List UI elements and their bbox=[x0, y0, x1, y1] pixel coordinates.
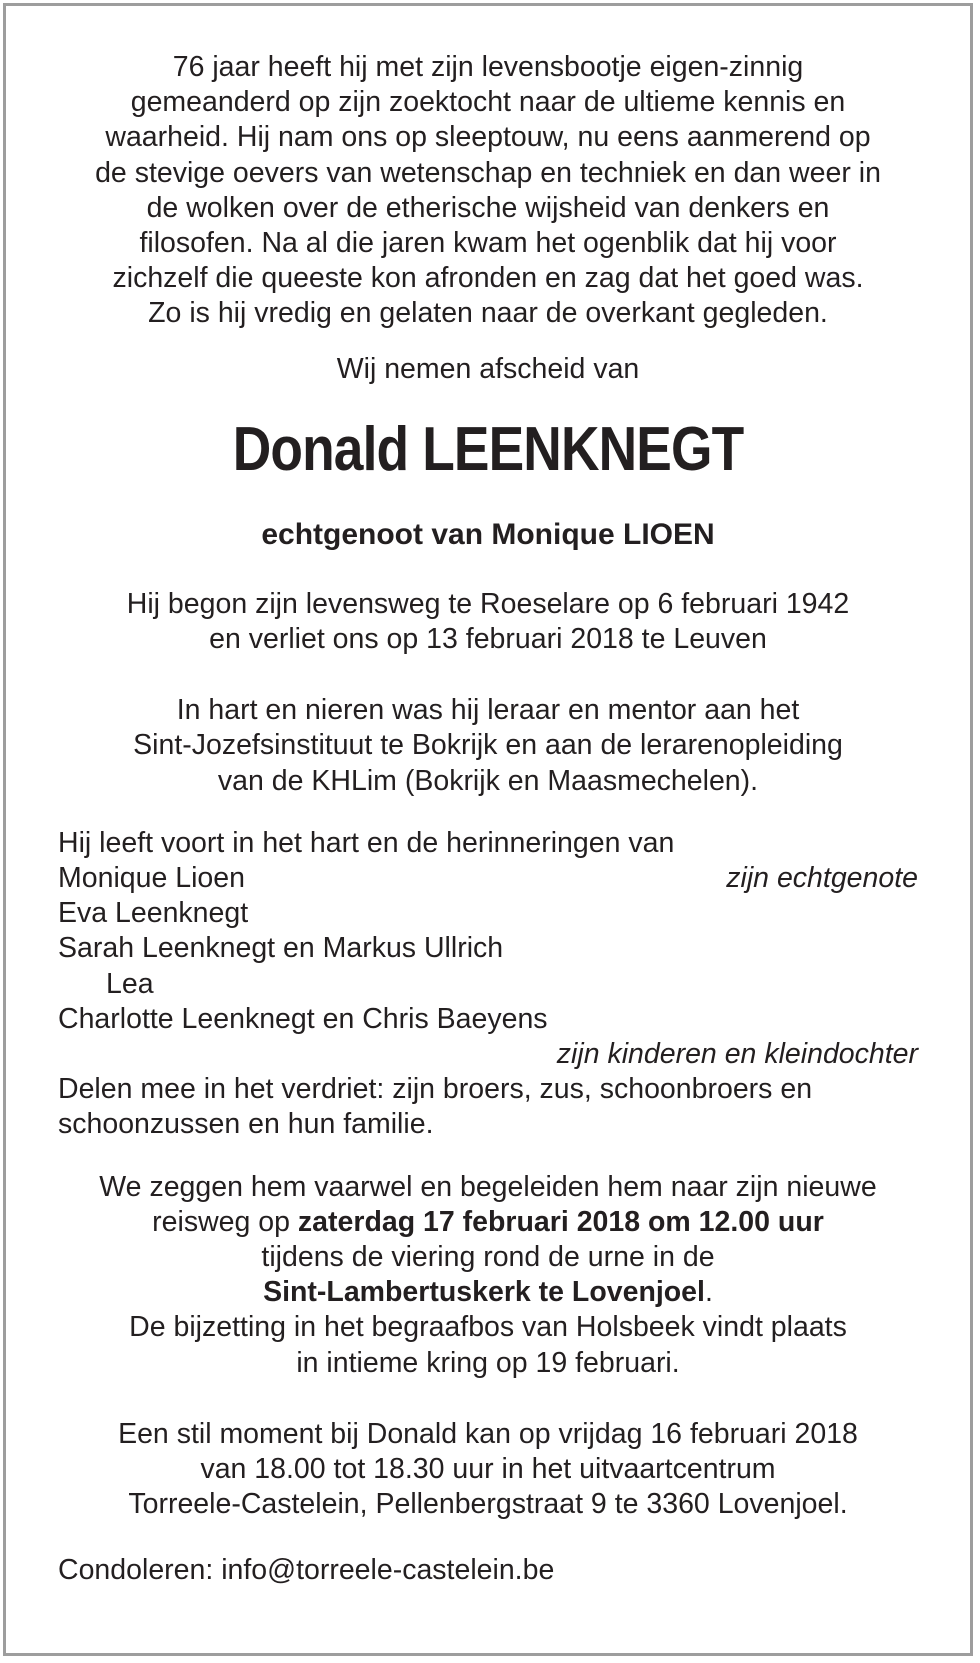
life-line: en verliet ons op 13 februari 2018 te Leuven bbox=[209, 623, 767, 656]
relative-child: Sarah Leenknegt en Markus Ullrich bbox=[58, 932, 504, 965]
spouse-line: echtgenoot van Monique LIOEN bbox=[261, 517, 715, 551]
visit-paragraph bbox=[58, 1417, 918, 1523]
deceased-name: Donald LEENKNEGT bbox=[232, 414, 744, 484]
relatives-heading: Hij leeft voort in het hart en de herinneringen van bbox=[58, 826, 675, 859]
intro-line: 76 jaar heeft hij met zijn levensbootje eigen-zinnig bbox=[172, 51, 804, 83]
visit-line: Een stil moment bij Donald kan op vrijdag 16 februari 2018 bbox=[118, 1417, 858, 1450]
ceremony-paragraph bbox=[58, 1170, 918, 1381]
life-line: Hij begon zijn levensweg te Roeselare op 6 februari 1942 bbox=[126, 587, 850, 620]
relative-grandchild: Lea bbox=[106, 967, 154, 1000]
shared-grief: Delen mee in het verdriet: zijn broers, zus, schoonbroers en bbox=[58, 1073, 813, 1106]
career-line: In hart en nieren was hij leraar en mentor aan het bbox=[176, 694, 800, 727]
relative-spouse bbox=[58, 861, 918, 896]
relative-child: Charlotte Leenknegt en Chris Baeyens bbox=[58, 1002, 548, 1035]
spouse-name: Monique Lioen bbox=[58, 862, 245, 895]
intro-paragraph bbox=[58, 50, 918, 332]
visit-line: van 18.00 tot 18.30 uur in het uitvaartcentrum bbox=[200, 1453, 776, 1486]
farewell-line: Wij nemen afscheid van bbox=[336, 352, 640, 385]
relative-child: Eva Leenknegt bbox=[58, 897, 249, 930]
career-line: Sint-Jozefsinstituut te Bokrijk en aan de lerarenopleiding bbox=[133, 729, 843, 762]
shared-grief: schoonzussen en hun familie. bbox=[58, 1108, 434, 1141]
church-name: Sint-Lambertuskerk te Lovenjoel bbox=[263, 1276, 705, 1309]
spouse-role: zijn echtgenote bbox=[726, 862, 918, 895]
children-role: zijn kinderen en kleindochter bbox=[556, 1038, 918, 1071]
ceremony-line: We zeggen hem vaarwel en begeleiden hem naar zijn nieuwe bbox=[99, 1170, 877, 1203]
intro-line: gemeanderd op zijn zoektocht naar de ultieme kennis en bbox=[130, 86, 846, 119]
ceremony-date: zaterdag 17 februari 2018 om 12.00 uur bbox=[297, 1205, 824, 1238]
visit-line: Torreele-Castelein, Pellenbergstraat 9 te 3360 Lovenjoel. bbox=[128, 1488, 848, 1521]
condolences-line[interactable]: Condoleren: info@torreele-castelein.be bbox=[58, 1553, 555, 1586]
ceremony-line: reisweg op zaterdag 17 februari 2018 om 12.00 uur bbox=[152, 1205, 824, 1238]
ceremony-line: De bijzetting in het begraafbos van Holsbeek vindt plaats bbox=[129, 1311, 847, 1344]
ceremony-line: Sint-Lambertuskerk te Lovenjoel. bbox=[263, 1276, 713, 1309]
intro-line: Zo is hij vredig en gelaten naar de overkant gegleden. bbox=[148, 297, 828, 330]
intro-line: de wolken over de etherische wijsheid van denkers en bbox=[146, 191, 830, 224]
intro-line: waarheid. Hij nam ons op sleeptouw, nu eens aanmerend op bbox=[105, 121, 871, 154]
ceremony-line: in intieme kring op 19 februari. bbox=[296, 1346, 680, 1379]
career-line: van de KHLim (Bokrijk en Maasmechelen). bbox=[217, 764, 759, 797]
intro-line: de stevige oevers van wetenschap en techniek en dan weer in bbox=[95, 156, 881, 189]
career-paragraph bbox=[58, 693, 918, 799]
obituary bbox=[58, 50, 918, 1588]
life-dates bbox=[58, 587, 918, 657]
ceremony-line: tijdens de viering rond de urne in de bbox=[261, 1241, 715, 1274]
intro-line: zichzelf die queeste kon afronden en zag dat het goed was. bbox=[112, 262, 864, 295]
intro-line: filosofen. Na al die jaren kwam het ogenblik dat hij voor bbox=[139, 227, 837, 260]
children-role-row bbox=[58, 1037, 918, 1072]
relatives-list bbox=[58, 826, 918, 1143]
